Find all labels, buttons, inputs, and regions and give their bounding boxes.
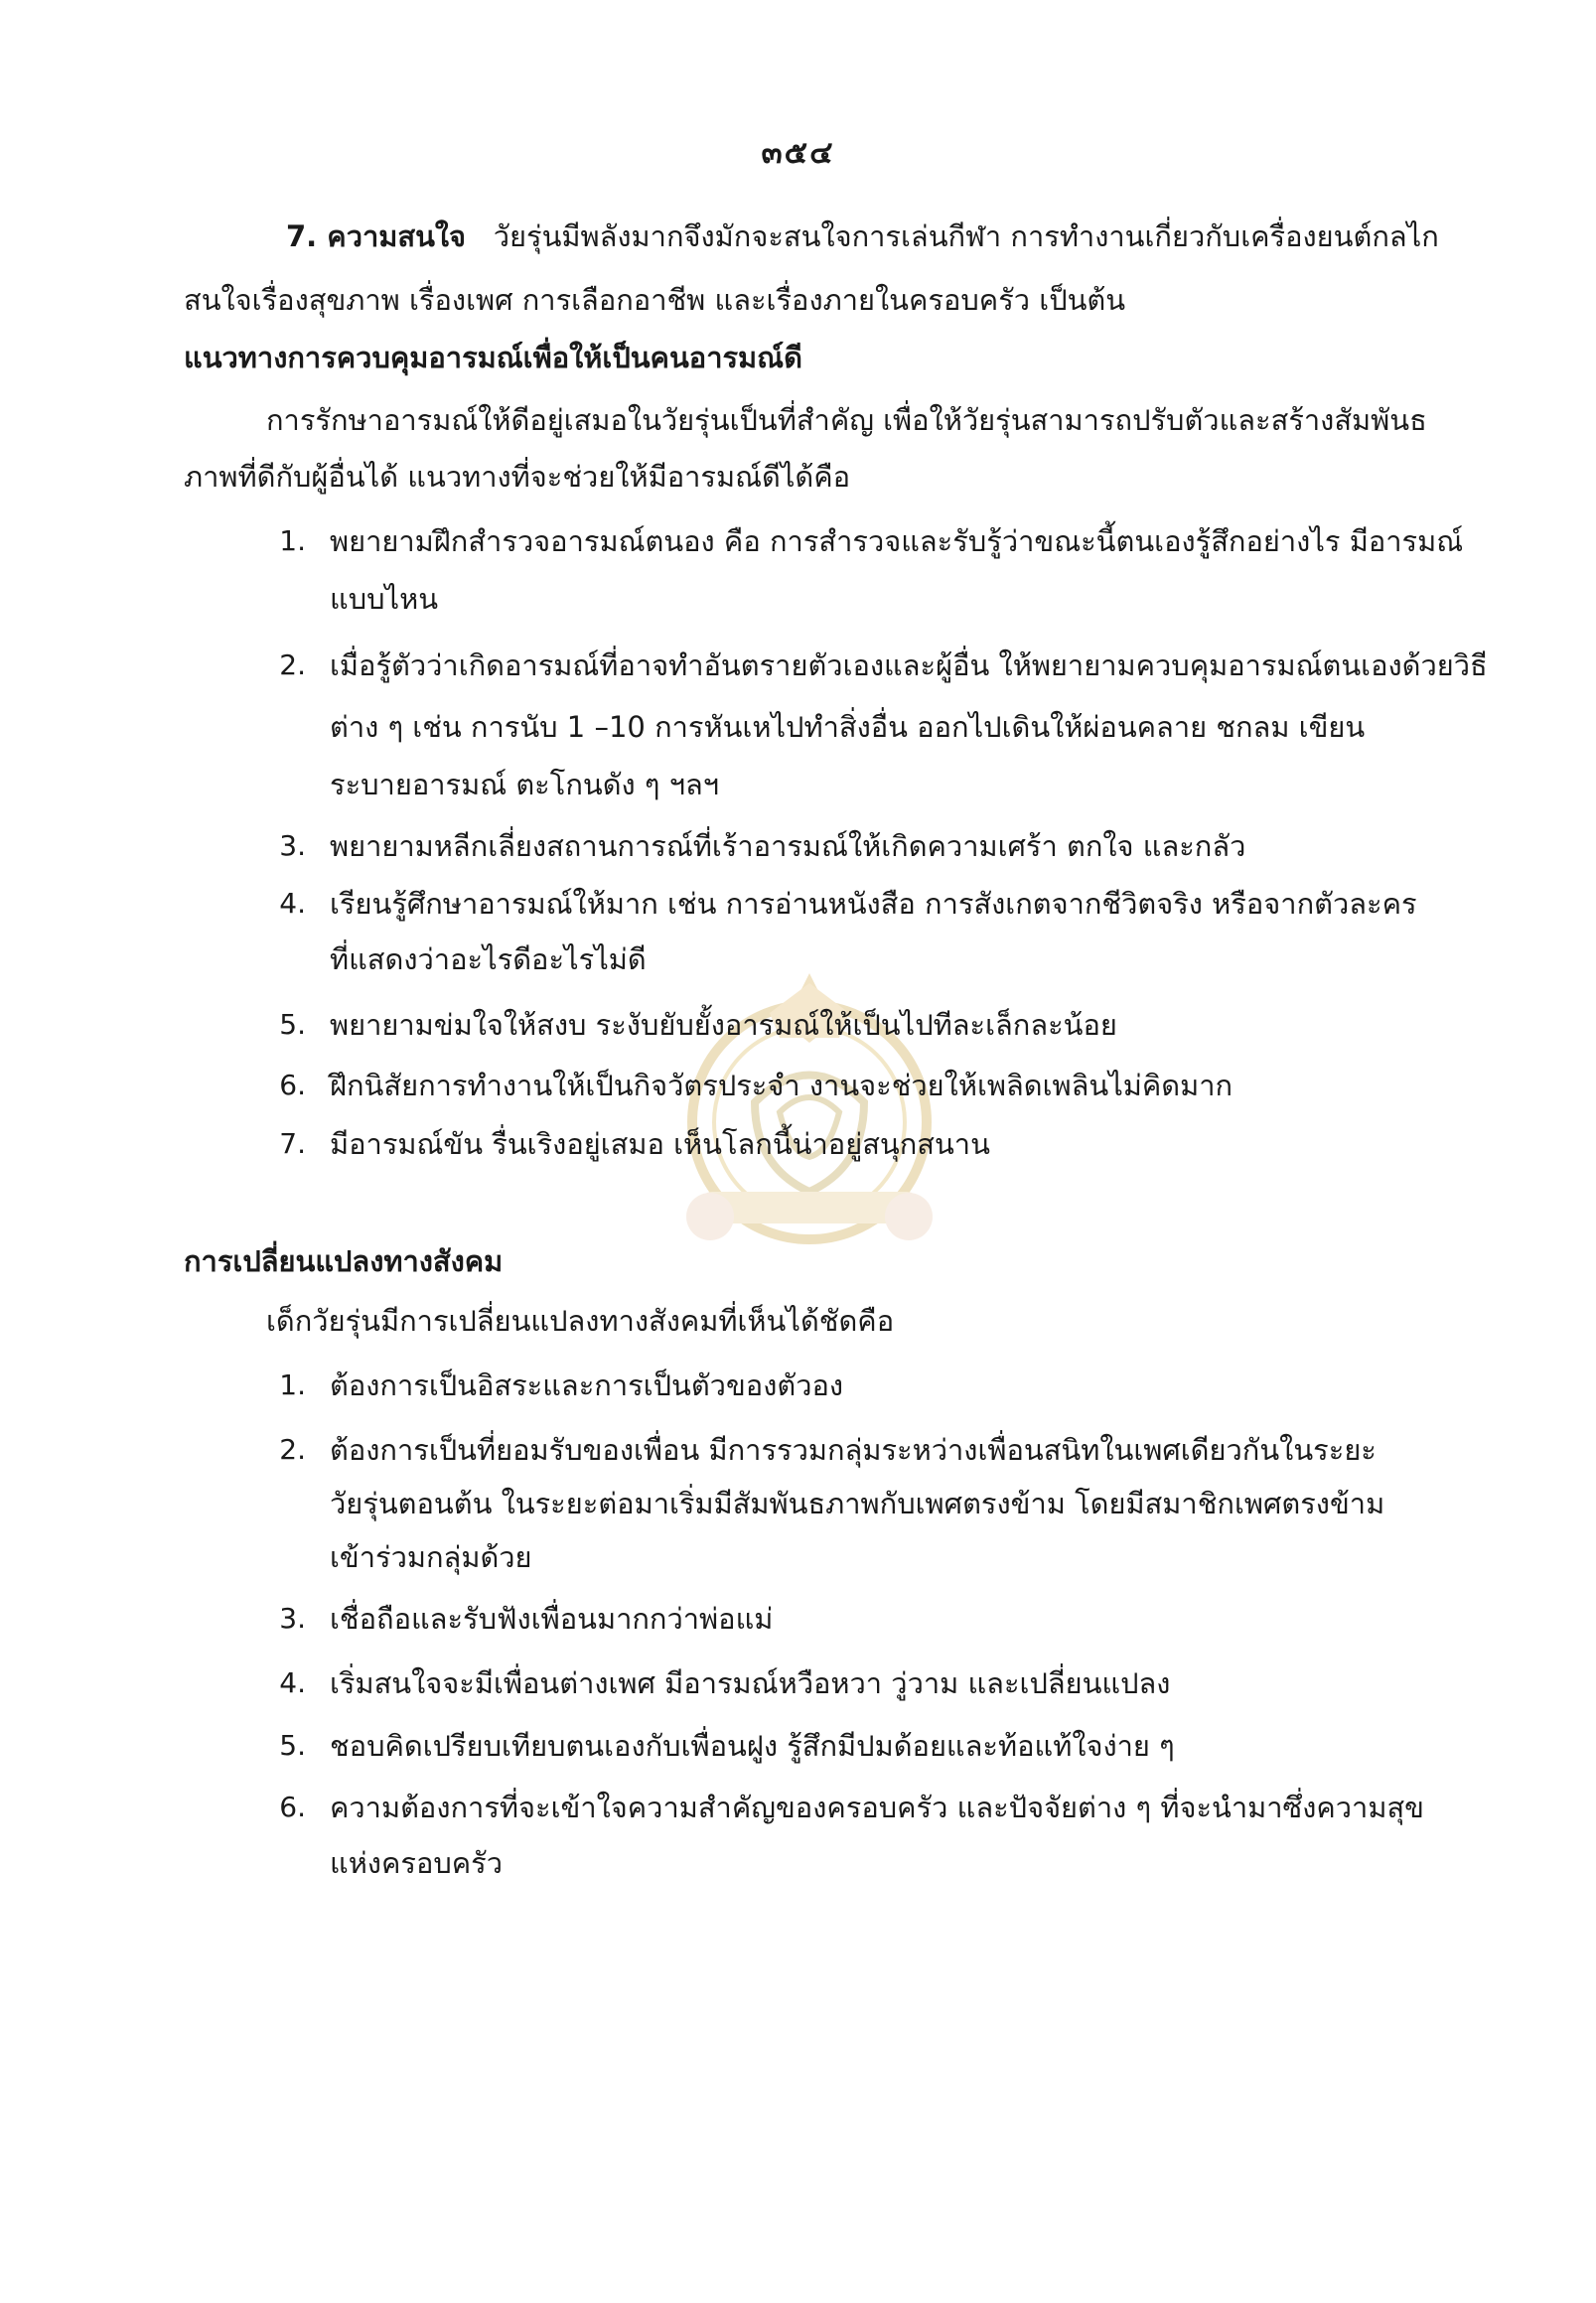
list-1-item-4-number: 4. (279, 887, 306, 920)
watermark-seal-emblem (660, 953, 958, 1261)
list-2-item-2-number: 2. (279, 1433, 306, 1466)
list-1-item-5-line-1: พยายามข่มใจให้สงบ ระงับยับยั้งอารมณ์ให้เป็นไปทีละเล็กละน้อย (330, 1008, 1117, 1042)
list-1-item-2-line-1: เมื่อรู้ตัวว่าเกิดอารมณ์ที่อาจทำอันตรายตัวเองและผู้อื่น ให้พยายามควบคุมอารมณ์ตนเองด้วยวิธี (330, 648, 1488, 682)
paragraph-7-line-1 (286, 216, 1439, 256)
list-2-item-5-line-1: ชอบคิดเปรียบเทียบตนเองกับเพื่อนฝูง รู้สึกมีปมด้อยและท้อแท้ใจง่าย ๆ (330, 1729, 1175, 1763)
section-1-intro-line-1: การรักษาอารมณ์ให้ดีอยู่เสมอในวัยรุ่นเป็นที่สำคัญ เพื่อให้วัยรุ่นสามารถปรับตัวและสร้างสัมพันธ (266, 403, 1427, 437)
list-2-item-6-number: 6. (279, 1791, 306, 1823)
list-2-item-3-line-1: เชื่อถือและรับฟังเพื่อนมากกว่าพ่อแม่ (330, 1602, 774, 1636)
paragraph-7-line-2: สนใจเรื่องสุขภาพ เรื่องเพศ การเลือกอาชีพ และเรื่องภายในครอบครัว เป็นต้น (184, 283, 1126, 317)
list-1-item-6-number: 6. (279, 1069, 306, 1101)
list-1-item-1-line-2: แบบไหน (330, 582, 439, 616)
list-2-item-6-line-2: แห่งครอบครัว (330, 1846, 504, 1880)
list-1-item-7-line-1: มีอารมณ์ขัน รื่นเริงอยู่เสมอ เห็นโลกนี้น่าอยู่สนุกสนาน (330, 1127, 990, 1161)
list-2-item-2-line-2: วัยรุ่นตอนต้น ในระยะต่อมาเริ่มมีสัมพันธภาพกับเพศตรงข้าม โดยมีสมาชิกเพศตรงข้าม (330, 1487, 1385, 1520)
list-1-item-3-line-1: พยายามหลีกเลี่ยงสถานการณ์ที่เร้าอารมณ์ให้เกิดความเศร้า ตกใจ และกลัว (330, 829, 1246, 863)
list-2-item-4-line-1: เริ่มสนใจจะมีเพื่อนต่างเพศ มีอารมณ์หวือหวา วู่วาม และเปลี่ยนแปลง (330, 1666, 1171, 1700)
paragraph-7-label: 7. ความสนใจ (286, 219, 467, 253)
list-1-item-4-line-2: ที่แสดงว่าอะไรดีอะไรไม่ดี (330, 942, 647, 976)
list-2-item-6-line-1: ความต้องการที่จะเข้าใจความสำคัญของครอบครัว และปัจจัยต่าง ๆ ที่จะนำมาซึ่งความสุข (330, 1791, 1424, 1824)
list-2-item-4-number: 4. (279, 1666, 306, 1699)
section-heading-social-change: การเปลี่ยนแปลงทางสังคม (184, 1244, 504, 1278)
list-2-item-1-number: 1. (279, 1368, 306, 1401)
list-1-item-3-number: 3. (279, 829, 306, 862)
list-1-item-2-number: 2. (279, 648, 306, 681)
section-1-intro-line-2: ภาพที่ดีกับผู้อื่นได้ แนวทางที่จะช่วยให้มีอารมณ์ดีได้คือ (184, 460, 851, 494)
list-2-item-5-number: 5. (279, 1729, 306, 1762)
list-2-item-2-line-1: ต้องการเป็นที่ยอมรับของเพื่อน มีการรวมกลุ่มระหว่างเพื่อนสนิทในเพศเดียวกันในระยะ (330, 1433, 1377, 1467)
list-1-item-6-line-1: ฝึกนิสัยการทำงานให้เป็นกิจวัตรประจำ งานจะช่วยให้เพลิดเพลินไม่คิดมาก (330, 1069, 1233, 1102)
list-1-item-5-number: 5. (279, 1008, 306, 1041)
list-1-item-2-line-3: ระบายอารมณ์ ตะโกนดัง ๆ ฯลฯ (330, 768, 720, 801)
page-number: ๓๕๔ (761, 135, 835, 171)
list-2-item-2-line-3: เข้าร่วมกลุ่มด้วย (330, 1540, 532, 1574)
section-2-intro: เด็กวัยรุ่นมีการเปลี่ยนแปลงทางสังคมที่เห็นได้ชัดคือ (266, 1304, 895, 1338)
list-1-item-2-line-2: ต่าง ๆ เช่น การนับ 1 –10 การหันเหไปทำสิ่งอื่น ออกไปเดินให้ผ่อนคลาย ชกลม เขียน (330, 710, 1366, 744)
list-2-item-1-line-1: ต้องการเป็นอิสระและการเป็นตัวของตัวอง (330, 1368, 844, 1402)
list-1-item-4-line-1: เรียนรู้ศึกษาอารมณ์ให้มาก เช่น การอ่านหนังสือ การสังเกตจากชีวิตจริง หรือจากตัวละคร (330, 887, 1417, 921)
section-heading-emotion-control: แนวทางการควบคุมอารมณ์เพื่อให้เป็นคนอารมณ์ดี (184, 341, 802, 374)
paragraph-7-text: วัยรุ่นมีพลังมากจึงมักจะสนใจการเล่นกีฬา การทำงานเกี่ยวกับเครื่องยนต์กลไก (493, 219, 1439, 253)
list-1-item-1-number: 1. (279, 524, 306, 557)
list-1-item-1-line-1: พยายามฝึกสำรวจอารมณ์ตนอง คือ การสำรวจและรับรู้ว่าขณะนี้ตนเองรู้สึกอย่างไร มีอารมณ์ (330, 524, 1464, 558)
list-2-item-3-number: 3. (279, 1602, 306, 1635)
list-1-item-7-number: 7. (279, 1127, 306, 1160)
